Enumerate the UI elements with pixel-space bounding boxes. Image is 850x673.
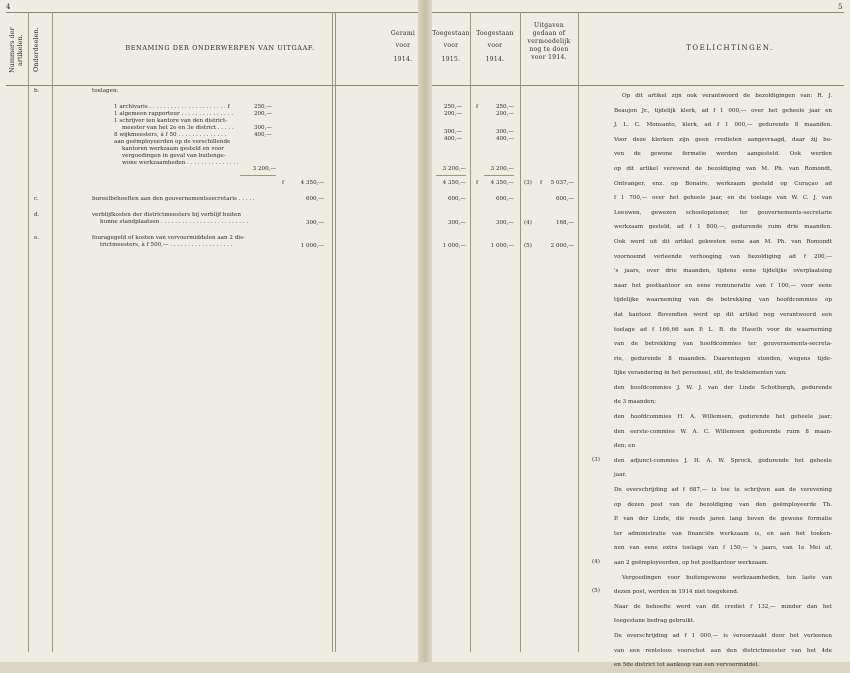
header-1915-line2: voor: [443, 42, 459, 49]
row-b-item-amount: 300,—: [253, 125, 272, 131]
row-d-amount: 300,—: [305, 220, 324, 226]
row-b-total: 4 350,—: [300, 180, 324, 186]
col-exp-e-note: (5): [524, 243, 532, 249]
expl-line: Ontvanger, enz. op Bonaire, werkzaam gesteld op Curaçao ad: [614, 180, 832, 187]
expl-line: Beaujon Jr., tijdelijk klerk, ad f 1 000,— over het geheele jaar en: [614, 107, 832, 114]
row-b-item: kantoren werkzaam gesteld en voor: [122, 146, 224, 152]
header-expenses-line3: vermoedelijk: [527, 38, 571, 45]
expl-line: Naar de behoefte werd van dit crediet f 132,— minder dan het: [614, 603, 832, 610]
col1914-d: 300,—: [495, 220, 514, 226]
col1915-b-total: 4 350,—: [442, 180, 466, 186]
col1915-d: 300,—: [447, 220, 466, 226]
col1915-c: 600,—: [447, 196, 466, 202]
header-allowed-1915: [432, 30, 470, 64]
col1914-b-total: 4 350,—: [490, 180, 514, 186]
col-exp-b-value: 5 037,—: [550, 180, 574, 186]
row-e-label: fouragegeld of kosten van vervoermiddelen aan 2 dis-: [92, 235, 245, 241]
expl-line: Vergoedingen voor buitengewone werkzaamheden, ten laste van: [622, 574, 832, 581]
page-number-right: 5: [838, 3, 843, 11]
expl-line: 's jaars, over drie maanden, tijdens eene tijdelijke overplaatsing: [614, 268, 832, 275]
expl-line: Voor deze klerken zijn geen credieten aangevraagd, daar zij bo-: [614, 136, 832, 143]
row-b-item: 8 wijkmeesters, à f 50 . . . . . . . . . . . . . .: [114, 132, 227, 138]
expl-line: lijke verandering in het personeel, stil, de traktementen van:: [614, 370, 787, 377]
row-d-label: verblijfkosten der districtmeesters bij verblijf buiten: [92, 212, 241, 218]
col1914-e: 1 000,—: [490, 243, 514, 249]
row-d-label: hunne standplaatsen . . . . . . . . . . . . . . . . . . . . . . . . .: [100, 219, 249, 225]
col-exp-d: 168,—: [555, 220, 574, 226]
header-granted-line2: voor: [395, 42, 411, 49]
row-b-item-amount: 3 200,—: [252, 166, 276, 172]
col-exp-b-note: (3): [524, 180, 532, 186]
header-subject: BENAMING DER ONDERWERPEN VAN UITGAAF.: [125, 44, 315, 52]
header-1914-line1: Toegestaan: [476, 30, 514, 37]
expl-line: den; en: [614, 443, 636, 450]
col1914-b-item: 200,—: [495, 111, 514, 117]
expl-line: De overschrijding ad f 687,— is toe te schrijven aan de verevening: [614, 487, 832, 494]
row-c-letter: c.: [34, 196, 39, 202]
header-expenses-line5: voor 1914.: [531, 54, 567, 61]
row-b-letter: b.: [34, 88, 40, 94]
expl-line: De overschrijding ad f 1 000,— is veroorzaakt door het verleenen: [614, 632, 832, 639]
col1915-b-item: 250,—: [443, 104, 462, 110]
col1915-b-sub: 3 200,—: [442, 166, 466, 172]
row-e-label: trictmeesters, à f 500,— . . . . . . . . . . . . . . . . . .: [100, 242, 233, 248]
row-d-letter: d.: [34, 212, 40, 218]
ledger-scan: 4 5 Nummers der artikelen. Onderdeelen. BENAMING DER ONDERWERPEN VAN UITGAAF. Gerami voor 1914. b. toelagen: 1 archivaris . . . . . . . . . . . . . . . . . . . . . . f 250,— 1 algemeen rapporteur . . . . . . . . . . . . . . . 200,— 1 schrijver ten kantore van den district- meester van het 2e en 3e district . . . . . 300,— 8 wijkmeesters, à f 50 . . . . . . . . . . . . . . 400,— aan geëmployeerden op de verschillende kantoren werkzaam gesteld en voor vergoedingen in geval van buitenge- wone werkzaamheden . . . . . . . . . . . . . . . 3 200,— f 4 350,— c. bureelbehoeften aan den gouvernementssecretaris . . . . . 600,— d. verblijfkosten der districtmeesters bij verblijf buiten hunne standplaatsen . . . . . . . . . . . . . . . . . . . . . . . . . 300,— e. fouragegeld of kosten van vervoermiddelen aan 2 dis- trictmeesters, à f 500,— . . . . . . . . . . . . . . . . . . 1 000,— Toegestaan voor 1915. Toegestaan voor 1914. Uitgaven gedaan of vermoedelijk nog te doen voor 1914. TOELICHTINGEN. 250,— 200,— 300,— 400,— f 250,— 200,— 300,— 400,— 3 200,— 3 200,— 4 350,— f 4 350,— (3) f 5 037,— 600,— 600,— 600,— 300,— 300,— (4) 168,— 1 000,— 1 000,— (5) 2 000,— Op dit artikel zijn ook verantwoord de bezoldigingen van: R. J. Beaujon Jr., tijdelijk klerk, ad f 1 000,— over het geheele jaar en J. L. C. Monsanto, klerk, ad f 1 000,— gedurende 8 maanden. Voor deze klerken zijn geen credieten aangevraagd, daar zij bo- ven de gewone formatie werden aangesteld. Ook werden op dit artikel verevend de bezoldiging van M. Ph. van Romondt, Ontvanger, enz. op Bonaire, werkzaam gesteld op Curaçao ad f 1 700,— over het geheele jaar, en de toelage van W. C. J. van Leeuwen, gewezen schoolopziener, ter gouvernements-secretarie werkzaam gesteld, ad f 1 800,—, gedurende ruim drie maanden. Ook werd uit dit artikel gekweten eene aan M. Ph. van Romondt voornoemd verleende verhooging van bezoldiging ad f 200,— 's jaars, over drie maanden, tijdens eene tijdelijke overplaatsing naar het postkantoor en eene remuneratie van f 100,— voor eene tijdelijke waarneming van de betrekking van hoofdcommies op dat kantoor. Bovendien werd op dit artikel nog verantwoord een toelage ad f 166,66 aan P. L. B. de Haseth voor de waarneming van de betrekking van hoofdcommies ter gouvernements-secreta- rie, gedurende 8 maanden. Daarentegen stonden, wegens tijde- lijke verandering in het personeel, stil, de traktementen van: den hoofdcommies J. W. J. van der Linde Schotborgh, gedurende de 3 maanden; den hoofdcommies H. A. Willemsen, gedurende het geheele jaar; den eerste-commies W. A. C. Willemsen gedurende ruim 8 maan- den; en den adjunct-commies J. H. A. W. Sprock, gedurende het geheele jaar. De overschrijding ad f 687,— is toe te schrijven aan de verevening op dezen post van de bezoldiging van den geëmployeerde Th. P. van der Linde, die reeds jaren lang boven de gewone formatie ter administratie van financiën werkzaam is, en aan het toeken- nen van eene extra toelage van f 150,— 's jaars, van 1e Mei af, aan 2 geëmployeerden, op het postkantoor werkzaam. Vergoedingen voor buitengewone werkzaamheden, ten laste van dezen post, werden in 1914 niet toegekend. Naar de behoefte werd van dit crediet f 132,— minder dan het toegestane bedrag gebruikt. De overschrijding ad f 1 000,— is veroorzaakt door het verleenen van een renteloos voorschot aan den districtmeester van het 4de en 5de district tot aankoop van een vervoermiddel. (3) (4) (5): [0, 0, 850, 662]
expl-line: toelage ad f 166,66 aan P. L. B. de Haseth voor de waarneming: [614, 326, 832, 333]
expl-line: Leeuwen, gewezen schoolopziener, ter gouvernements-secretarie: [614, 209, 832, 216]
header-allowed-1914: [470, 30, 520, 64]
row-b-item-amount: 400,—: [253, 132, 272, 138]
header-1914-line3: 1914.: [485, 56, 505, 63]
expl-line: aan 2 geëmployeerden, op het postkantoor werkzaam.: [614, 560, 769, 566]
expl-line: den hoofdcommies H. A. Willemsen, gedurende het geheele jaar;: [614, 414, 832, 421]
header-1915-line3: 1915.: [441, 56, 461, 63]
expl-line: den hoofdcommies J. W. J. van der Linde Schotborgh, gedurende: [614, 384, 832, 391]
left-page: [0, 0, 424, 662]
expl-line: nen van eene extra toelage van f 150,— 's jaars, van 1e Mei af,: [614, 545, 832, 552]
expl-line: op dezen post van de bezoldiging van den geëmployeerde Th.: [614, 501, 832, 508]
header-explanations: TOELICHTINGEN.: [686, 44, 774, 52]
expl-line: J. L. C. Monsanto, klerk, ad f 1 000,— gedurende 8 maanden.: [614, 122, 832, 129]
expl-line: van de betrekking van hoofdcommies ter gouvernements-secreta-: [614, 341, 832, 348]
col1915-e: 1 000,—: [442, 243, 466, 249]
expl-line: en 5de district tot aankoop van een vervoermiddel.: [614, 662, 760, 669]
note-mark-5: (5): [592, 588, 600, 594]
row-b-item-amount: 250,—: [253, 104, 272, 110]
expl-line: P. van der Linde, die reeds jaren lang boven de gewone formatie: [614, 516, 832, 523]
header-article-number: Nummers der artikelen.: [8, 27, 24, 73]
header-1915-line1: Toegestaan: [432, 30, 470, 37]
expl-line: Ook werd uit dit artikel gekweten eene aan M. Ph. van Romondt: [614, 238, 832, 245]
col-exp-e: 2 000,—: [550, 243, 574, 249]
expl-line: werkzaam gesteld, ad f 1 800,—, gedurende ruim drie maanden.: [614, 224, 832, 231]
header-expenses-line4: nog te doen: [529, 46, 569, 53]
expl-line: jaar.: [614, 472, 627, 479]
row-b-item: 1 schrijver ten kantore van den district-: [114, 118, 228, 124]
header-expenses-line1: Uitgaven: [533, 22, 564, 29]
expl-line: naar het postkantoor en eene remuneratie van f 100,— voor eene: [614, 282, 832, 289]
col1915-b-item: 400,—: [443, 136, 462, 142]
row-b-item: aan geëmployeerden op de verschillende: [114, 139, 231, 145]
expl-line: de 3 maanden;: [614, 399, 656, 406]
expl-line: ter administratie van financiën werkzaam is, en aan het toeken-: [614, 530, 832, 537]
expl-line: den adjunct-commies J. H. A. W. Sprock, gedurende het geheele: [614, 457, 832, 464]
col-exp-d-note: (4): [524, 220, 532, 226]
col1914-b-item: 300,—: [495, 129, 514, 135]
expl-line: op dit artikel verevend de bezoldiging van M. Ph. van Romondt,: [614, 165, 832, 172]
expl-line: Op dit artikel zijn ook verantwoord de bezoldigingen van: R. J.: [622, 93, 832, 99]
row-b-item: 1 archivaris . . . . . . . . . . . . . . . . . . . . . . f: [114, 104, 230, 110]
expl-line: toegestane bedrag gebruikt.: [614, 618, 695, 625]
row-e-amount: 1 000,—: [300, 243, 324, 249]
col-exp-b-prefix: f: [540, 180, 543, 186]
note-mark-4: (4): [592, 559, 600, 565]
col1915-b-item: 200,—: [443, 111, 462, 117]
col1914-b-item: 400,—: [495, 136, 514, 142]
row-b-total-prefix: f: [282, 180, 285, 186]
col-exp-c: 600,—: [555, 196, 574, 202]
header-expenses-line2: gedaan of: [532, 30, 566, 37]
expl-line: den eerste-commies W. A. C. Willemsen gedurende ruim 8 maan-: [614, 428, 832, 435]
row-c-label: bureelbehoeften aan den gouvernementssecretaris . . . . .: [92, 196, 255, 202]
expl-line: f 1 700,— over het geheele jaar, en de toelage van W. C. J. van: [614, 195, 832, 202]
row-b-item: meester van het 2e en 3e district . . . . .: [122, 125, 234, 131]
col1915-b-item: 300,—: [443, 129, 462, 135]
row-c-amount: 600,—: [305, 196, 324, 202]
header-granted-line1: Gerami: [390, 30, 416, 37]
note-mark-3: (3): [592, 457, 600, 463]
row-b-item: 1 algemeen rapporteur . . . . . . . . . . . . . . .: [114, 111, 234, 117]
header-expenses: [520, 22, 578, 62]
expl-line: tijdelijke waarneming van de betrekking van hoofdcommies op: [614, 297, 832, 304]
col1914-b-sub: 3 200,—: [490, 166, 514, 172]
expl-line: voornoemd verleende verhooging van bezoldiging ad f 200,—: [614, 253, 832, 260]
expl-line: dezen post, werden in 1914 niet toegekend.: [614, 589, 739, 596]
col1914-c: 600,—: [495, 196, 514, 202]
col1914-b-item: 250,—: [495, 104, 514, 110]
header-subdivisions: Onderdeelen.: [32, 27, 40, 73]
expl-line: dat kantoor. Bovendien werd op dit artikel nog verantwoord een: [614, 311, 832, 318]
row-e-letter: e.: [34, 235, 40, 241]
col1914-b-total-prefix: f: [476, 180, 479, 186]
expl-line: rie, gedurende 8 maanden. Daarentegen stonden, wegens tijde-: [614, 355, 832, 362]
expl-line: van een renteloos voorschot aan den districtmeester van het 4de: [614, 647, 832, 654]
header-granted: [386, 30, 420, 64]
row-b-item: vergoedingen in geval van buitenge-: [122, 153, 226, 159]
row-b-item-amount: 200,—: [253, 111, 272, 117]
page-number-left: 4: [6, 3, 11, 11]
book-gutter: [418, 0, 432, 662]
explanation-block: [614, 89, 832, 673]
expl-line: ven de gewone formatie werden aangesteld. Ook werden: [614, 151, 832, 158]
row-b-title: toelagen:: [92, 88, 119, 94]
header-granted-line3: 1914.: [393, 56, 413, 63]
row-b-item: wone werkzaamheden . . . . . . . . . . . . . . .: [122, 160, 239, 166]
header-1914-line2: voor: [487, 42, 503, 49]
